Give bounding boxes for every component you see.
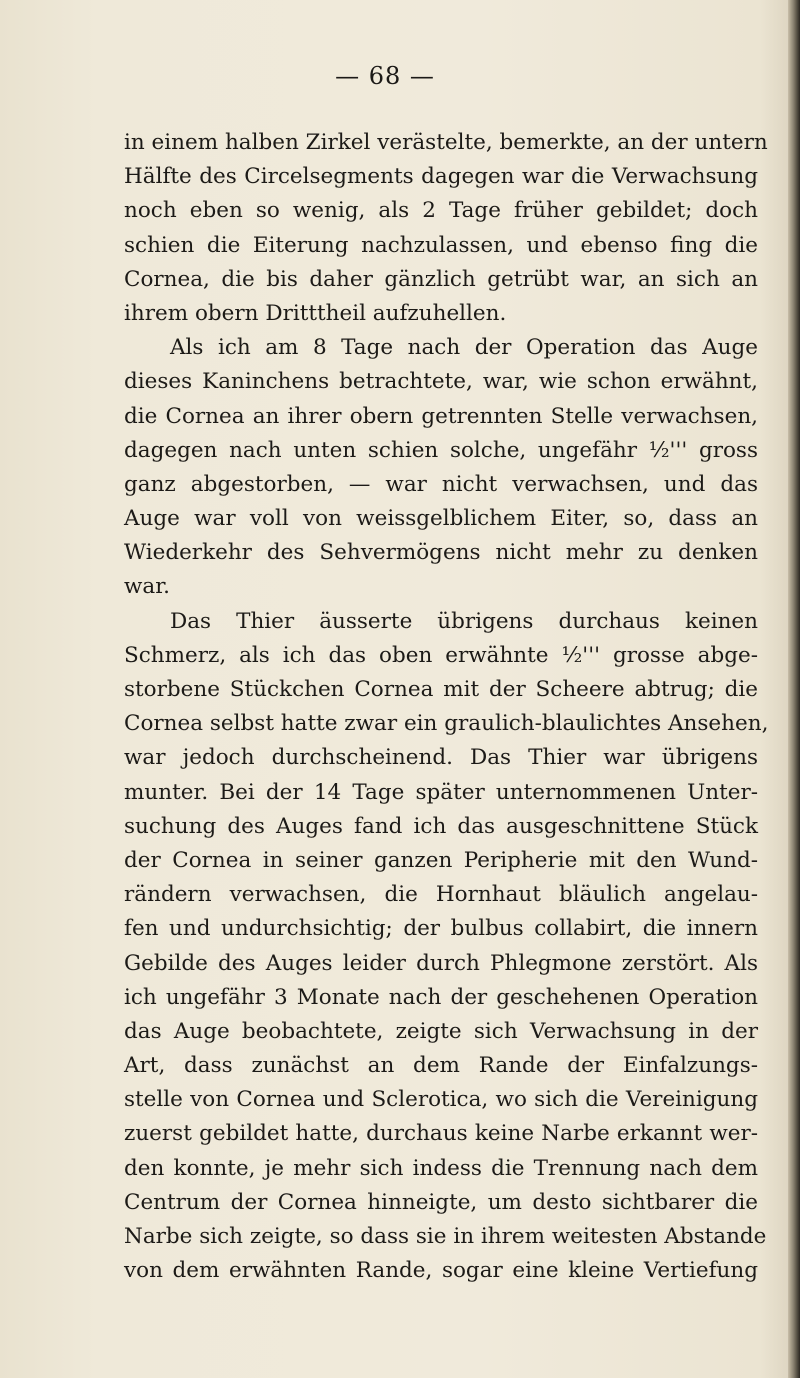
text-line: Art, dass zunächst an dem Rande der Einfalzungs- (124, 1053, 758, 1079)
text-line: ganz abgestorben, — war nicht verwachsen, und das (124, 471, 758, 497)
text-line: die Cornea an ihrer obern getrennten Stelle verwachsen, (124, 403, 758, 429)
text-line: munter. Bei der 14 Tage später unternommenen Unter- (124, 779, 758, 805)
text-line: in einem halben Zirkel verästelte, bemerkte, an der untern (124, 130, 768, 155)
text-line: suchung des Auges fand ich das ausgeschnittene Stück (124, 813, 758, 839)
text-line: Auge war voll von weissgelblichem Eiter, so, dass an (124, 506, 758, 532)
page-binding-edge (788, 0, 800, 1378)
text-line: noch eben so wenig, als 2 Tage früher gebildet; doch (124, 198, 758, 224)
text-line: Narbe sich zeigte, so dass sie in ihrem weitesten Abstande (124, 1224, 767, 1249)
text-line: zuerst gebildet hatte, durchaus keine Narbe erkannt wer- (124, 1121, 758, 1147)
text-line: Schmerz, als ich das oben erwähnte ½''' grosse abge- (124, 642, 758, 668)
text-line: Gebilde des Auges leider durch Phlegmone zerstört. Als (124, 950, 758, 976)
body-text (124, 126, 769, 1288)
text-line: den konnte, je mehr sich indess die Trennung nach dem (124, 1155, 758, 1181)
page-number: — 68 — (335, 62, 435, 90)
text-line: dagegen nach unten schien solche, ungefähr ½''' gross (124, 437, 758, 463)
text-line: war jedoch durchscheinend. Das Thier war übrigens (124, 745, 758, 771)
text-line: war. (124, 574, 170, 600)
text-line: von dem erwähnten Rande, sogar eine kleine Vertiefung (124, 1258, 758, 1284)
text-line: Das Thier äusserte übrigens durchaus keinen (170, 608, 758, 634)
text-line: schien die Eiterung nachzulassen, und ebenso fing die (124, 232, 758, 258)
text-line: rändern verwachsen, die Hornhaut bläulich angelau- (124, 882, 758, 908)
text-line: Als ich am 8 Tage nach der Operation das Auge (170, 335, 758, 361)
text-line: ich ungefähr 3 Monate nach der geschehenen Operation (124, 984, 758, 1010)
text-line: stelle von Cornea und Sclerotica, wo sich die Vereinigung (124, 1087, 758, 1113)
text-line: dieses Kaninchens betrachtete, war, wie schon erwähnt, (124, 369, 758, 395)
text-line: fen und undurchsichtig; der bulbus collabirt, die innern (124, 916, 758, 942)
text-line: der Cornea in seiner ganzen Peripherie mit den Wund- (124, 847, 758, 873)
text-line: Cornea selbst hatte zwar ein graulich-blaulichtes Ansehen, (124, 711, 769, 737)
text-line: storbene Stückchen Cornea mit der Scheere abtrug; die (124, 677, 758, 702)
text-line: Centrum der Cornea hinneigte, um desto sichtbarer die (124, 1189, 758, 1215)
text-line: Wiederkehr des Sehvermögens nicht mehr zu denken (124, 540, 758, 566)
text-line: Hälfte des Circelsegments dagegen war die Verwachsung (124, 164, 758, 190)
text-line: das Auge beobachtete, zeigte sich Verwachsung in der (124, 1018, 758, 1044)
text-line: ihrem obern Dritttheil aufzuhellen. (124, 300, 507, 326)
text-line: Cornea, die bis daher gänzlich getrübt war, an sich an (124, 266, 758, 292)
